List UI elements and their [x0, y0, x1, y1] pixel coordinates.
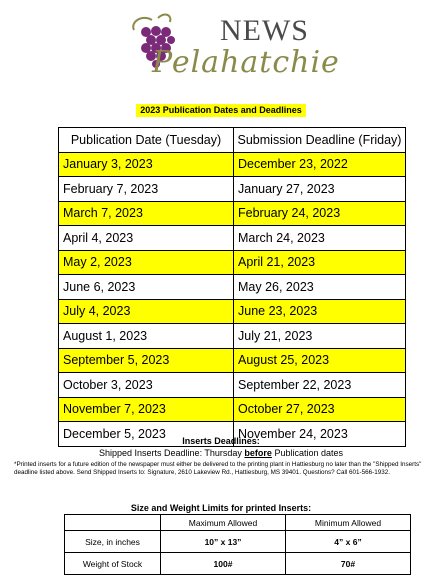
page-subtitle: 2023 Publication Dates and Deadlines [136, 104, 306, 117]
size-weight-table [64, 514, 411, 575]
publication-date: January 3, 2023 [59, 152, 234, 177]
submission-deadline: March 24, 2023 [234, 226, 406, 251]
deadline-prefix: Shipped Inserts Deadline: Thursday [99, 448, 245, 458]
limit-label: Weight of Stock [65, 553, 161, 575]
submission-deadline: August 25, 2023 [234, 348, 406, 373]
table-row [65, 553, 411, 575]
submission-deadline: September 22, 2023 [234, 373, 406, 398]
limits-corner-cell [65, 515, 161, 531]
publication-date: July 4, 2023 [59, 299, 234, 324]
table-row [59, 373, 406, 398]
limit-label: Size, in inches [65, 531, 161, 553]
size-weight-heading: Size and Weight Limits for printed Inserts: [130, 503, 312, 513]
submission-deadline: April 21, 2023 [234, 250, 406, 275]
submission-deadline: May 26, 2023 [234, 275, 406, 300]
publication-date-header: Publication Date (Tuesday) [59, 128, 234, 153]
table-row [65, 531, 411, 553]
inserts-note: *Printed inserts for a future edition of the newspaper must either be delivered to the printing plant in Hattiesburg no later than the "Shipped Inserts" deadline listed above. Send Shipped Inserts to: Signature, 2610 Lakeview Rd., Hattiesburg, MS 39401. Questions? Call 601-566-1932. [14, 461, 422, 476]
table-row [59, 397, 406, 422]
shipped-inserts-deadline [0, 448, 442, 458]
table-row [59, 226, 406, 251]
publication-date: September 5, 2023 [59, 348, 234, 373]
pelahatchie-news-logo [128, 10, 340, 86]
table-row [59, 348, 406, 373]
limit-min: 70# [286, 553, 411, 575]
publication-date: December 5, 2023 [59, 422, 234, 447]
schedule-body [59, 152, 406, 446]
publication-date: March 7, 2023 [59, 201, 234, 226]
deadline-emphasis: before [244, 448, 272, 458]
publication-date: June 6, 2023 [59, 275, 234, 300]
minimum-allowed-header: Minimum Allowed [286, 515, 411, 531]
limit-min: 4” x 6” [286, 531, 411, 553]
limit-max: 10” x 13” [161, 531, 286, 553]
submission-deadline-header: Submission Deadline (Friday) [234, 128, 406, 153]
maximum-allowed-header: Maximum Allowed [161, 515, 286, 531]
inserts-deadlines-heading: Inserts Deadlines: [182, 436, 260, 446]
table-row [59, 177, 406, 202]
logo-news-word: NEWS [220, 14, 309, 47]
schedule-header-row [59, 128, 406, 153]
submission-deadline: July 21, 2023 [234, 324, 406, 349]
publication-date: April 4, 2023 [59, 226, 234, 251]
submission-deadline: February 24, 2023 [234, 201, 406, 226]
logo-town-word: Pelahatchie [152, 45, 340, 80]
publication-date: November 7, 2023 [59, 397, 234, 422]
table-row [59, 275, 406, 300]
deadline-suffix: Publication dates [271, 448, 343, 458]
table-row [59, 299, 406, 324]
submission-deadline: October 27, 2023 [234, 397, 406, 422]
submission-deadline: December 23, 2022 [234, 152, 406, 177]
table-row [59, 201, 406, 226]
publication-schedule-table [58, 127, 406, 447]
publication-date: May 2, 2023 [59, 250, 234, 275]
limits-header-row [65, 515, 411, 531]
publication-date: February 7, 2023 [59, 177, 234, 202]
submission-deadline: June 23, 2023 [234, 299, 406, 324]
table-row [59, 250, 406, 275]
table-row [59, 324, 406, 349]
publication-date: August 1, 2023 [59, 324, 234, 349]
submission-deadline: January 27, 2023 [234, 177, 406, 202]
publication-date: October 3, 2023 [59, 373, 234, 398]
table-row [59, 152, 406, 177]
subtitle-wrap [0, 100, 442, 118]
limit-max: 100# [161, 553, 286, 575]
submission-deadline: November 24, 2023 [234, 422, 406, 447]
